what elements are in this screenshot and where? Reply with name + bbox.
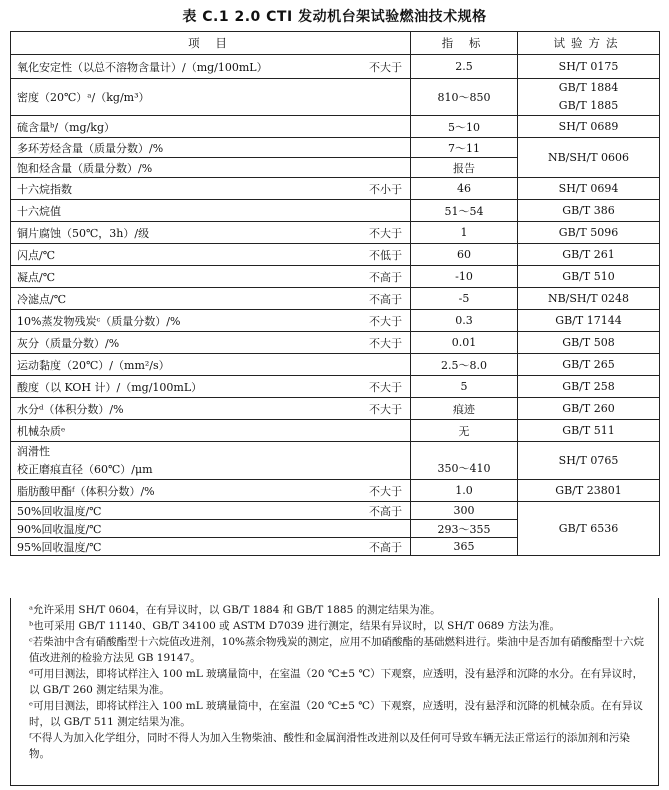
row-condition: 不低于 — [341, 244, 411, 266]
row-value: 810～850 — [411, 79, 518, 116]
row-item: 饱和烃含量（质量分数）/% — [11, 158, 341, 178]
row-value: 60 — [411, 244, 518, 266]
row-item: 十六烷值 — [11, 200, 341, 222]
row-item: 冷滤点/℃ — [11, 288, 341, 310]
row-value: 1 — [411, 222, 518, 244]
row-item: 氧化安定性（以总不溶物含量计）/（mg/100mL） — [11, 55, 341, 79]
row-item: 90%回收温度/℃ — [11, 520, 341, 538]
row-method: GB/T 1884 GB/T 1885 — [518, 79, 660, 116]
row-method: NB/SH/T 0606 — [518, 138, 660, 178]
row-value: 5～10 — [411, 116, 518, 138]
row-method: GB/T 5096 — [518, 222, 660, 244]
row-item: 95%回收温度/℃ — [11, 538, 341, 556]
row-value: -10 — [411, 266, 518, 288]
row-condition: 不大于 — [341, 480, 411, 502]
row-condition: 不高于 — [341, 266, 411, 288]
table-row — [11, 178, 660, 200]
row-value: -5 — [411, 288, 518, 310]
row-condition: 不大于 — [341, 55, 411, 79]
row-method: SH/T 0765 — [518, 442, 660, 480]
row-method: NB/SH/T 0248 — [518, 288, 660, 310]
footnote: ᵃ允许采用 SH/T 0604，在有异议时，以 GB/T 1884 和 GB/T 1885 的测定结果为准。 — [29, 604, 441, 616]
row-method: GB/T 386 — [518, 200, 660, 222]
table-row — [11, 244, 660, 266]
table-row — [11, 55, 660, 79]
row-item: 多环芳烃含量（质量分数）/% — [11, 138, 341, 158]
row-method: GB/T 265 — [518, 354, 660, 376]
row-value: 0.01 — [411, 332, 518, 354]
row-value: 7～11 — [411, 138, 518, 158]
row-method: GB/T 258 — [518, 376, 660, 398]
table-row — [11, 310, 660, 332]
row-method: GB/T 6536 — [518, 502, 660, 556]
row-method: GB/T 260 — [518, 398, 660, 420]
row-value: 46 — [411, 178, 518, 200]
table-row — [11, 200, 660, 222]
row-value: 0.3 — [411, 310, 518, 332]
row-item: 脂肪酸甲酯ᶠ（体积分数）/% — [11, 480, 341, 502]
footnote: ᵈ可用目测法，即将试样注入 100 mL 玻璃量筒中，在室温（20 ℃±5 ℃）下观察，应透明，没有悬浮和沉降的水分。在有异议时，以 GB/T 260 测定结果为准。 — [29, 668, 644, 696]
table-row — [11, 79, 660, 116]
row-item: 运动黏度（20℃）/（mm²/s） — [11, 354, 341, 376]
row-condition — [341, 200, 411, 222]
footnote: ᵉ可用目测法，即将试样注入 100 mL 玻璃量筒中，在室温（20 ℃±5 ℃）下观察，应透明，没有悬浮和沉降的机械杂质。在有异议时，以 GB/T 511 测定结果为准。 — [29, 700, 644, 728]
header-value: 指 标 — [411, 32, 518, 55]
footnotes — [10, 598, 659, 786]
row-item: 酸度（以 KOH 计）/（mg/100mL） — [11, 376, 341, 398]
row-value: 300 — [411, 502, 518, 520]
table-row — [11, 420, 660, 442]
row-condition — [341, 79, 411, 116]
row-method: GB/T 17144 — [518, 310, 660, 332]
row-condition — [341, 158, 411, 178]
row-value: 1.0 — [411, 480, 518, 502]
spec-table — [10, 31, 660, 556]
row-method: SH/T 0175 — [518, 55, 660, 79]
row-value: 痕迹 — [411, 398, 518, 420]
row-item: 闪点/℃ — [11, 244, 341, 266]
row-condition — [341, 420, 411, 442]
row-condition: 不大于 — [341, 332, 411, 354]
row-item: 10%蒸发物残炭ᶜ（质量分数）/% — [11, 310, 341, 332]
table-row — [11, 502, 660, 520]
table-row — [11, 442, 660, 480]
row-condition — [341, 354, 411, 376]
header-method: 试验方法 — [518, 32, 660, 55]
table-row — [11, 116, 660, 138]
row-item: 密度（20℃）ᵃ/（kg/m³） — [11, 79, 341, 116]
row-item: 十六烷指数 — [11, 178, 341, 200]
row-condition: 不大于 — [341, 310, 411, 332]
row-value: 报告 — [411, 158, 518, 178]
row-method: GB/T 511 — [518, 420, 660, 442]
row-item: 灰分（质量分数）/% — [11, 332, 341, 354]
row-item: 水分ᵈ（体积分数）/% — [11, 398, 341, 420]
row-value: 350～410 — [411, 442, 518, 480]
footnote: ᶜ若柴油中含有硝酸酯型十六烷值改进剂，10%蒸余物残炭的测定，应用不加硝酸酯的基础燃料进行。柴油中是否加有硝酸酯型十六烷值改进剂的检验方法见 GB 19147。 — [29, 636, 644, 664]
header-item: 项 目 — [11, 32, 411, 55]
table-row — [11, 138, 660, 158]
row-condition: 不大于 — [341, 376, 411, 398]
footnote: ᵇ也可采用 GB/T 11140、GB/T 34100 或 ASTM D7039 进行测定，结果有异议时，以 SH/T 0689 方法为准。 — [29, 620, 560, 632]
row-item: 50%回收温度/℃ — [11, 502, 341, 520]
row-value: 365 — [411, 538, 518, 556]
footnote: ᶠ不得人为加入化学组分，同时不得人为加入生物柴油、酸性和金属润滑性改进剂以及任何可导致车辆无法正常运行的添加剂和污染物。 — [29, 732, 630, 760]
row-condition — [341, 138, 411, 158]
row-condition — [341, 442, 411, 480]
table-row — [11, 398, 660, 420]
row-condition: 不高于 — [341, 502, 411, 520]
row-value: 5 — [411, 376, 518, 398]
row-value: 51～54 — [411, 200, 518, 222]
row-condition — [341, 116, 411, 138]
table-row — [11, 480, 660, 502]
row-item: 硫含量ᵇ/（mg/kg） — [11, 116, 341, 138]
row-value: 293～355 — [411, 520, 518, 538]
table-row — [11, 332, 660, 354]
row-method: GB/T 261 — [518, 244, 660, 266]
row-condition — [341, 520, 411, 538]
row-condition: 不大于 — [341, 222, 411, 244]
row-method: GB/T 510 — [518, 266, 660, 288]
row-item: 机械杂质ᵉ — [11, 420, 341, 442]
row-item: 润滑性 校正磨痕直径（60℃）/μm — [11, 442, 341, 480]
row-value: 无 — [411, 420, 518, 442]
table-row — [11, 266, 660, 288]
row-condition: 不小于 — [341, 178, 411, 200]
row-method: SH/T 0689 — [518, 116, 660, 138]
row-item: 凝点/℃ — [11, 266, 341, 288]
row-method: SH/T 0694 — [518, 178, 660, 200]
table-row — [11, 288, 660, 310]
row-method: GB/T 23801 — [518, 480, 660, 502]
table-row — [11, 222, 660, 244]
table-row — [11, 376, 660, 398]
header-row — [11, 32, 660, 55]
row-value: 2.5 — [411, 55, 518, 79]
row-value: 2.5～8.0 — [411, 354, 518, 376]
row-item: 铜片腐蚀（50℃，3h）/级 — [11, 222, 341, 244]
row-condition: 不高于 — [341, 538, 411, 556]
row-method: GB/T 508 — [518, 332, 660, 354]
row-condition: 不大于 — [341, 398, 411, 420]
row-condition: 不高于 — [341, 288, 411, 310]
table-title: 表 C.1 2.0 CTI 发动机台架试验燃油技术规格 — [182, 9, 487, 25]
table-row — [11, 354, 660, 376]
